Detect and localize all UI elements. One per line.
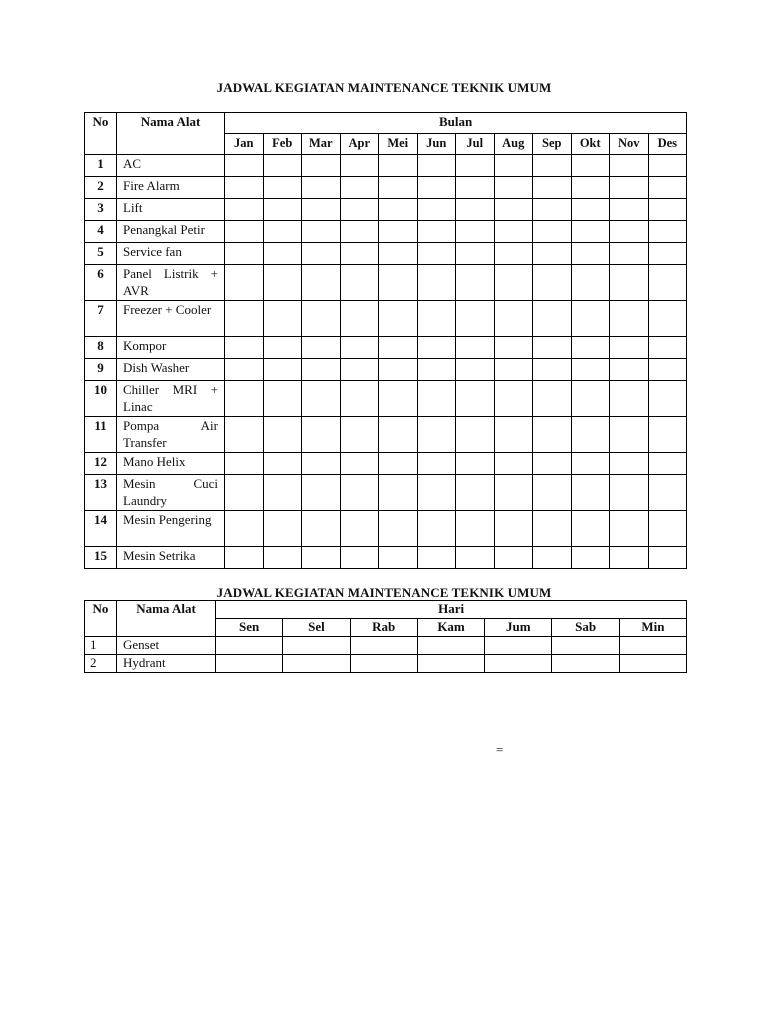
- schedule-cell: [379, 301, 418, 337]
- schedule-cell: [340, 155, 379, 177]
- schedule-cell: [456, 301, 495, 337]
- schedule-cell: [494, 547, 533, 569]
- schedule-cell: [225, 359, 264, 381]
- schedule-cell: [302, 337, 341, 359]
- schedule-cell: [216, 637, 283, 655]
- schedule-cell: [283, 655, 350, 673]
- schedule-cell: [379, 547, 418, 569]
- schedule-cell: [610, 177, 649, 199]
- schedule-cell: [533, 199, 572, 221]
- equipment-name: Pompa Air Transfer: [117, 417, 225, 453]
- schedule-cell: [571, 359, 610, 381]
- schedule-cell: [648, 243, 687, 265]
- schedule-cell: [456, 475, 495, 511]
- equipment-name: Genset: [117, 637, 216, 655]
- schedule-cell: [302, 221, 341, 243]
- month-header-nov: Nov: [610, 134, 649, 155]
- schedule-cell: [302, 155, 341, 177]
- month-header-apr: Apr: [340, 134, 379, 155]
- schedule-cell: [417, 417, 456, 453]
- schedule-cell: [340, 381, 379, 417]
- schedule-cell: [340, 417, 379, 453]
- table-row: [85, 453, 687, 475]
- schedule-cell: [456, 511, 495, 547]
- schedule-cell: [533, 417, 572, 453]
- row-number: 3: [85, 199, 117, 221]
- schedule-cell: [571, 547, 610, 569]
- schedule-cell: [648, 417, 687, 453]
- schedule-cell: [302, 359, 341, 381]
- schedule-cell: [263, 453, 302, 475]
- schedule-cell: [610, 199, 649, 221]
- schedule-cell: [417, 221, 456, 243]
- schedule-cell: [417, 243, 456, 265]
- schedule-cell: [533, 155, 572, 177]
- schedule-cell: [610, 301, 649, 337]
- table-row: [85, 547, 687, 569]
- schedule-cell: [571, 265, 610, 301]
- day-header-jum: Jum: [485, 619, 552, 637]
- equipment-name: Kompor: [117, 337, 225, 359]
- schedule-cell: [263, 155, 302, 177]
- month-header-aug: Aug: [494, 134, 533, 155]
- header-no: No: [85, 601, 117, 637]
- schedule-cell: [379, 243, 418, 265]
- schedule-cell: [302, 547, 341, 569]
- schedule-cell: [225, 417, 264, 453]
- table-row: [85, 221, 687, 243]
- schedule-cell: [648, 221, 687, 243]
- table-row: [85, 637, 687, 655]
- schedule-cell: [417, 453, 456, 475]
- schedule-cell: [456, 221, 495, 243]
- schedule-cell: [225, 475, 264, 511]
- row-number: 14: [85, 511, 117, 547]
- schedule-cell: [340, 199, 379, 221]
- schedule-cell: [263, 381, 302, 417]
- schedule-cell: [379, 177, 418, 199]
- schedule-cell: [302, 199, 341, 221]
- schedule-cell: [494, 453, 533, 475]
- schedule-cell: [340, 265, 379, 301]
- schedule-cell: [302, 301, 341, 337]
- schedule-cell: [263, 221, 302, 243]
- schedule-cell: [494, 199, 533, 221]
- month-header-mei: Mei: [379, 134, 418, 155]
- day-header-sel: Sel: [283, 619, 350, 637]
- schedule-cell: [571, 243, 610, 265]
- day-header-min: Min: [619, 619, 686, 637]
- table-row: [85, 177, 687, 199]
- month-header-sep: Sep: [533, 134, 572, 155]
- schedule-cell: [340, 301, 379, 337]
- schedule-cell: [571, 221, 610, 243]
- day-header-rab: Rab: [350, 619, 417, 637]
- schedule-cell: [225, 243, 264, 265]
- schedule-cell: [571, 381, 610, 417]
- header-no: No: [85, 113, 117, 155]
- schedule-cell: [225, 265, 264, 301]
- schedule-cell: [494, 221, 533, 243]
- row-number: 15: [85, 547, 117, 569]
- schedule-cell: [456, 453, 495, 475]
- schedule-cell: [417, 637, 484, 655]
- schedule-cell: [456, 337, 495, 359]
- schedule-cell: [494, 155, 533, 177]
- schedule-cell: [533, 453, 572, 475]
- schedule-cell: [533, 265, 572, 301]
- equipment-name: Mesin Setrika: [117, 547, 225, 569]
- schedule-cell: [456, 155, 495, 177]
- schedule-cell: [263, 199, 302, 221]
- schedule-cell: [379, 511, 418, 547]
- equipment-name: Service fan: [117, 243, 225, 265]
- row-number: 5: [85, 243, 117, 265]
- schedule-cell: [379, 199, 418, 221]
- schedule-cell: [417, 337, 456, 359]
- schedule-cell: [263, 475, 302, 511]
- schedule-cell: [417, 301, 456, 337]
- month-header-okt: Okt: [571, 134, 610, 155]
- schedule-cell: [417, 381, 456, 417]
- schedule-cell: [456, 381, 495, 417]
- row-number: 7: [85, 301, 117, 337]
- schedule-cell: [610, 453, 649, 475]
- schedule-cell: [533, 301, 572, 337]
- schedule-cell: [533, 547, 572, 569]
- schedule-cell: [379, 337, 418, 359]
- schedule-cell: [417, 155, 456, 177]
- schedule-cell: [456, 199, 495, 221]
- schedule-cell: [340, 177, 379, 199]
- schedule-cell: [533, 511, 572, 547]
- schedule-cell: [494, 177, 533, 199]
- schedule-cell: [340, 511, 379, 547]
- schedule-cell: [648, 265, 687, 301]
- schedule-cell: [340, 221, 379, 243]
- schedule-cell: [494, 511, 533, 547]
- schedule-cell: [648, 359, 687, 381]
- schedule-cell: [225, 221, 264, 243]
- equipment-name: Lift: [117, 199, 225, 221]
- day-header-sen: Sen: [216, 619, 283, 637]
- table-row: [85, 655, 687, 673]
- row-number: 6: [85, 265, 117, 301]
- schedule-cell: [571, 453, 610, 475]
- equipment-name: Mano Helix: [117, 453, 225, 475]
- month-header-mar: Mar: [302, 134, 341, 155]
- schedule-cell: [571, 301, 610, 337]
- schedule-cell: [225, 301, 264, 337]
- stray-equals-mark: =: [496, 742, 504, 757]
- schedule-cell: [533, 243, 572, 265]
- schedule-cell: [302, 417, 341, 453]
- schedule-cell: [225, 155, 264, 177]
- schedule-cell: [494, 301, 533, 337]
- schedule-cell: [302, 381, 341, 417]
- schedule-cell: [456, 177, 495, 199]
- row-number: 1: [85, 155, 117, 177]
- row-number: 9: [85, 359, 117, 381]
- schedule-cell: [571, 337, 610, 359]
- table-row: [85, 243, 687, 265]
- schedule-cell: [379, 221, 418, 243]
- schedule-cell: [610, 243, 649, 265]
- schedule-cell: [225, 547, 264, 569]
- schedule-cell: [225, 453, 264, 475]
- header-nama-alat: Nama Alat: [117, 601, 216, 637]
- header-nama-alat: Nama Alat: [117, 113, 225, 155]
- schedule-cell: [263, 417, 302, 453]
- table-row: [85, 155, 687, 177]
- month-header-jul: Jul: [456, 134, 495, 155]
- row-number: 13: [85, 475, 117, 511]
- schedule-cell: [533, 337, 572, 359]
- schedule-cell: [485, 655, 552, 673]
- schedule-cell: [340, 475, 379, 511]
- schedule-cell: [340, 337, 379, 359]
- equipment-name: Hydrant: [117, 655, 216, 673]
- schedule-cell: [610, 547, 649, 569]
- schedule-cell: [533, 381, 572, 417]
- schedule-cell: [456, 547, 495, 569]
- schedule-cell: [350, 655, 417, 673]
- month-header-jan: Jan: [225, 134, 264, 155]
- schedule-cell: [610, 265, 649, 301]
- table-row: [85, 337, 687, 359]
- schedule-cell: [648, 547, 687, 569]
- row-number: 2: [85, 655, 117, 673]
- header-bulan: Bulan: [225, 113, 687, 134]
- table-row: [85, 475, 687, 511]
- schedule-cell: [494, 359, 533, 381]
- schedule-cell: [610, 221, 649, 243]
- schedule-cell: [494, 381, 533, 417]
- schedule-cell: [417, 547, 456, 569]
- schedule-cell: [494, 417, 533, 453]
- schedule-cell: [302, 511, 341, 547]
- schedule-cell: [533, 475, 572, 511]
- schedule-cell: [379, 475, 418, 511]
- schedule-cell: [417, 655, 484, 673]
- schedule-cell: [648, 475, 687, 511]
- schedule-cell: [571, 177, 610, 199]
- schedule-cell: [263, 511, 302, 547]
- row-number: 2: [85, 177, 117, 199]
- equipment-name: Chiller MRI + Linac: [117, 381, 225, 417]
- schedule-cell: [648, 199, 687, 221]
- schedule-cell: [648, 511, 687, 547]
- schedule-cell: [571, 417, 610, 453]
- table-row: [85, 265, 687, 301]
- schedule-cell: [225, 337, 264, 359]
- schedule-cell: [263, 177, 302, 199]
- row-number: 8: [85, 337, 117, 359]
- equipment-name: Dish Washer: [117, 359, 225, 381]
- schedule-cell: [610, 155, 649, 177]
- schedule-cell: [340, 359, 379, 381]
- schedule-cell: [533, 177, 572, 199]
- schedule-cell: [485, 637, 552, 655]
- schedule-cell: [340, 547, 379, 569]
- schedule-cell: [350, 637, 417, 655]
- schedule-cell: [648, 381, 687, 417]
- schedule-cell: [610, 475, 649, 511]
- schedule-cell: [494, 243, 533, 265]
- schedule-cell: [379, 417, 418, 453]
- schedule-cell: [379, 265, 418, 301]
- header-hari: Hari: [216, 601, 687, 619]
- equipment-name: Mesin Cuci Laundry: [117, 475, 225, 511]
- month-header-jun: Jun: [417, 134, 456, 155]
- daily-maintenance-table: [84, 600, 687, 673]
- schedule-cell: [283, 637, 350, 655]
- schedule-cell: [263, 265, 302, 301]
- schedule-cell: [379, 155, 418, 177]
- row-number: 10: [85, 381, 117, 417]
- schedule-cell: [302, 475, 341, 511]
- schedule-cell: [533, 221, 572, 243]
- table-row: [85, 381, 687, 417]
- schedule-cell: [610, 359, 649, 381]
- equipment-name: Panel Listrik + AVR: [117, 265, 225, 301]
- schedule-cell: [379, 381, 418, 417]
- schedule-cell: [619, 655, 686, 673]
- schedule-cell: [494, 475, 533, 511]
- schedule-cell: [417, 265, 456, 301]
- schedule-cell: [302, 243, 341, 265]
- schedule-cell: [216, 655, 283, 673]
- schedule-cell: [619, 637, 686, 655]
- table-row: [85, 359, 687, 381]
- schedule-cell: [340, 243, 379, 265]
- schedule-cell: [571, 155, 610, 177]
- schedule-cell: [648, 453, 687, 475]
- schedule-cell: [263, 301, 302, 337]
- row-number: 4: [85, 221, 117, 243]
- table-row: [85, 199, 687, 221]
- schedule-cell: [494, 337, 533, 359]
- schedule-cell: [263, 337, 302, 359]
- schedule-cell: [552, 655, 619, 673]
- schedule-cell: [610, 381, 649, 417]
- day-header-sab: Sab: [552, 619, 619, 637]
- schedule-cell: [340, 453, 379, 475]
- schedule-cell: [610, 511, 649, 547]
- schedule-cell: [302, 453, 341, 475]
- schedule-cell: [456, 417, 495, 453]
- schedule-cell: [302, 177, 341, 199]
- row-number: 11: [85, 417, 117, 453]
- equipment-name: Freezer + Cooler: [117, 301, 225, 337]
- equipment-name: Mesin Pengering: [117, 511, 225, 547]
- monthly-maintenance-table: [84, 112, 687, 569]
- schedule-cell: [263, 359, 302, 381]
- schedule-cell: [302, 265, 341, 301]
- daily-schedule-title: JADWAL KEGIATAN MAINTENANCE TEKNIK UMUM: [216, 585, 552, 600]
- monthly-schedule-title: JADWAL KEGIATAN MAINTENANCE TEKNIK UMUM: [216, 80, 552, 95]
- table-row: [85, 301, 687, 337]
- schedule-cell: [225, 177, 264, 199]
- schedule-cell: [225, 199, 264, 221]
- schedule-cell: [610, 337, 649, 359]
- row-number: 12: [85, 453, 117, 475]
- schedule-cell: [494, 265, 533, 301]
- schedule-cell: [648, 337, 687, 359]
- schedule-cell: [379, 453, 418, 475]
- schedule-cell: [456, 359, 495, 381]
- schedule-cell: [571, 475, 610, 511]
- schedule-cell: [417, 475, 456, 511]
- schedule-cell: [552, 637, 619, 655]
- table-row: [85, 511, 687, 547]
- schedule-cell: [533, 359, 572, 381]
- schedule-cell: [648, 155, 687, 177]
- schedule-cell: [571, 511, 610, 547]
- schedule-cell: [263, 547, 302, 569]
- schedule-cell: [456, 265, 495, 301]
- month-header-feb: Feb: [263, 134, 302, 155]
- schedule-cell: [648, 301, 687, 337]
- schedule-cell: [648, 177, 687, 199]
- schedule-cell: [417, 511, 456, 547]
- equipment-name: Penangkal Petir: [117, 221, 225, 243]
- month-header-des: Des: [648, 134, 687, 155]
- schedule-cell: [571, 199, 610, 221]
- schedule-cell: [379, 359, 418, 381]
- equipment-name: Fire Alarm: [117, 177, 225, 199]
- day-header-kam: Kam: [417, 619, 484, 637]
- row-number: 1: [85, 637, 117, 655]
- schedule-cell: [417, 177, 456, 199]
- schedule-cell: [456, 243, 495, 265]
- schedule-cell: [263, 243, 302, 265]
- schedule-cell: [610, 417, 649, 453]
- table-row: [85, 417, 687, 453]
- schedule-cell: [225, 381, 264, 417]
- schedule-cell: [417, 199, 456, 221]
- schedule-cell: [417, 359, 456, 381]
- schedule-cell: [225, 511, 264, 547]
- equipment-name: AC: [117, 155, 225, 177]
